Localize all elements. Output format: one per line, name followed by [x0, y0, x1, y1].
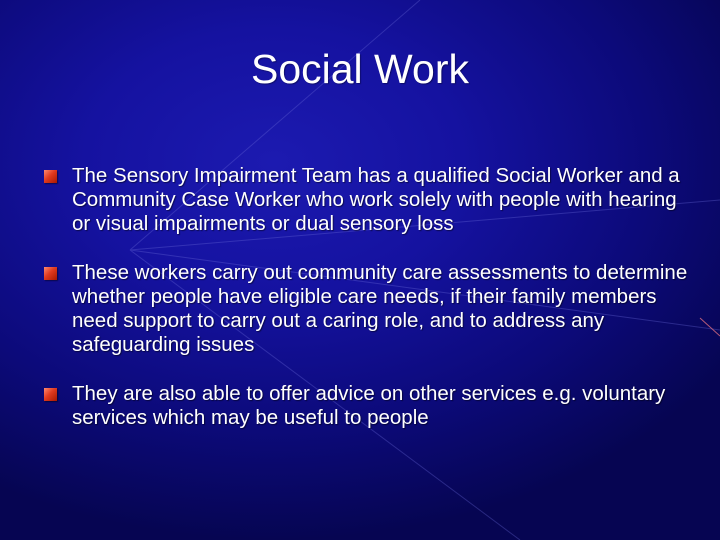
square-bullet-icon: [44, 267, 57, 280]
bullet-text: These workers carry out community care assessments to determine whether people have eligible care needs, if their family members need support to carry out a caring role, and to address any safeguarding issues: [72, 261, 688, 356]
square-bullet-icon: [44, 388, 57, 401]
slide-title: Social Work: [251, 46, 469, 92]
bullet-list: [44, 164, 694, 430]
bullet-item: [44, 261, 694, 357]
square-bullet-icon: [44, 170, 57, 183]
bullet-item: [44, 382, 694, 430]
bullet-item: [44, 164, 694, 236]
bullet-text: The Sensory Impairment Team has a qualified Social Worker and a Community Case Worker who work solely with people with hearing or visual impairments or dual sensory loss: [72, 164, 680, 235]
bullet-text: They are also able to offer advice on other services e.g. voluntary services which may be useful to people: [72, 382, 666, 429]
